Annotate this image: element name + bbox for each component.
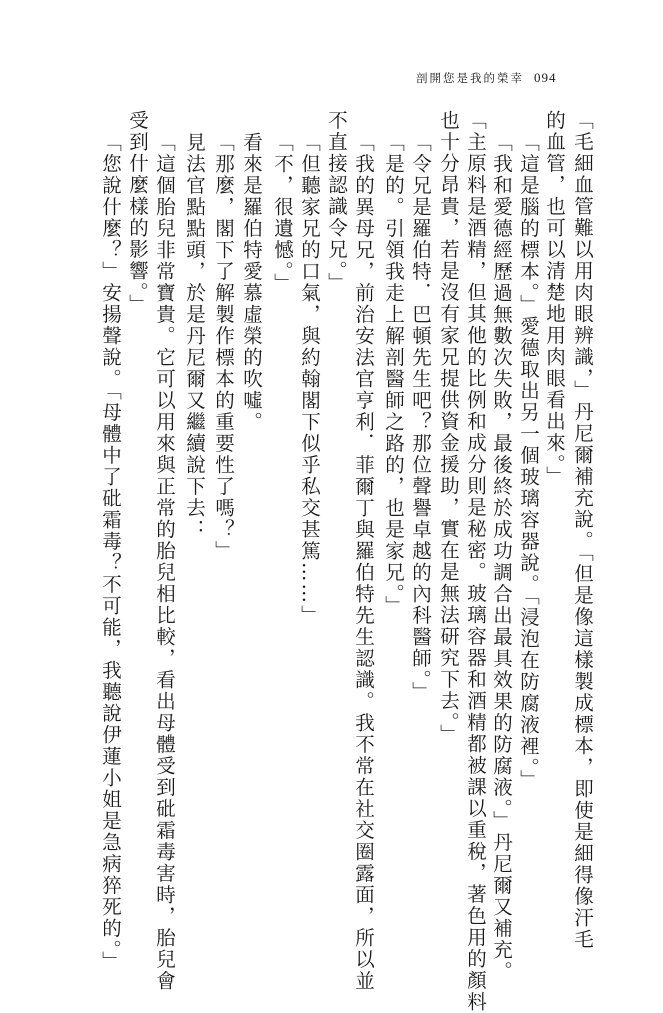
text-column: 「主原料是酒精，但其他的比例和成分則是秘密。玻璃容器和酒精都被課以重稅，著色用的顏料 <box>464 110 487 1013</box>
text-column: 的血管，也可以清楚地用肉眼看出來。」 <box>543 110 566 488</box>
text-column: 也十分昂貴，若是沒有家兄提供資金援助，實在是無法研究下去。」 <box>437 110 460 746</box>
text-column: 「我的異母兄，前治安法官亨利．菲爾丁與羅伯特先生認識。我不常在社交圈露面，所以並 <box>352 132 375 992</box>
text-column: 「這個胎兒非常寶貴。它可以用來與正常的胎兒相比較，看出母體受到砒霜毒害時，胎兒會 <box>153 132 176 992</box>
text-column: 「毛細血管難以用肉眼辨識，」丹尼爾補充說。「但是像這樣製成標本，即使是細得像汗毛 <box>571 110 594 951</box>
text-column: 「這是腦的標本。」愛德取出另一個玻璃容器說。「浸泡在防腐液裡。」 <box>517 132 540 791</box>
body-text <box>0 110 663 1013</box>
text-column: 受到什麼樣的影響。」 <box>126 110 149 316</box>
page-number: 094 <box>534 70 557 85</box>
text-column: 「令兄是羅伯特．巴頓先生吧？那位聲譽卓越的內科醫師。」 <box>409 132 432 703</box>
text-column: 「那麼，閣下了解製作標本的重要性了嗎？」 <box>212 132 235 562</box>
running-header <box>416 70 557 86</box>
text-column: 見法官點點頭，於是丹尼爾又繼續說下去： <box>183 132 206 541</box>
text-column: 看來是羅伯特愛慕虛榮的吹噓。 <box>240 132 263 433</box>
text-column: 不直接認識令兄。」 <box>325 110 348 294</box>
text-column: 「您說什麼？」安揚聲說。「母體中了砒霜毒？不可能，我聽說伊蓮小姐是急病猝死的。」 <box>99 132 122 973</box>
running-title: 剖開您是我的榮幸 <box>416 71 524 85</box>
text-column: 「我和愛德經歷過無數次失敗，最後終於成功調合出最具效果的防腐液。」丹尼爾又補充。 <box>490 132 513 983</box>
text-column: 「不，很遺憾。」 <box>271 132 294 295</box>
text-column: 「是的。引領我走上解剖醫師之路的，也是家兄。」 <box>382 132 405 617</box>
text-column: 「但聽家兄的口氣，與約翰閣下似乎私交甚篤……」 <box>298 132 321 627</box>
